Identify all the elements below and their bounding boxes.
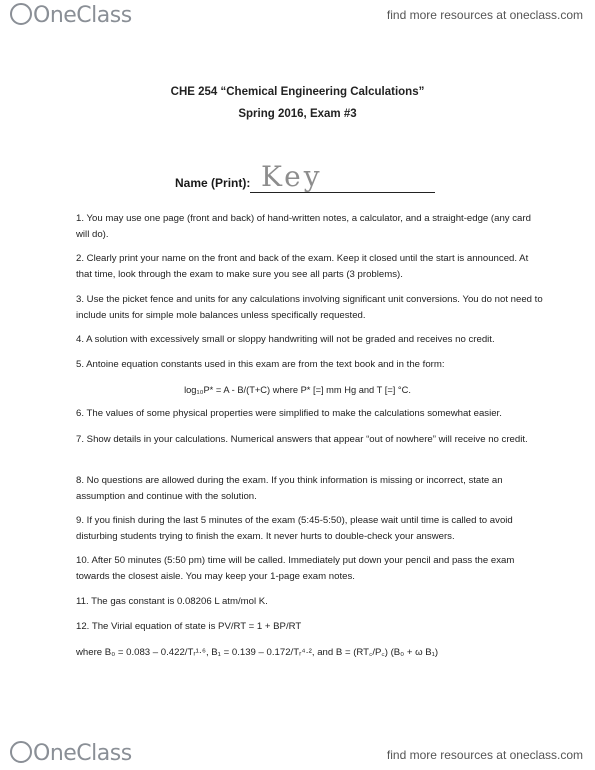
oneclass-logo[interactable] — [10, 3, 132, 28]
instruction-11: 11. The gas constant is 0.08206 L atm/mol K. — [76, 596, 268, 607]
instruction-8: 8. No questions are allowed during the exam. If you think information is missing or incorrect, state an assumption and continue with the solution. — [76, 475, 503, 502]
instruction-4: 4. A solution with excessively small or sloppy handwriting will not be graded and receives no credit. — [76, 334, 495, 345]
page-header — [0, 0, 595, 30]
footer-logo-circle-icon — [10, 741, 32, 763]
name-underline — [250, 192, 435, 193]
name-handwritten-value: Key — [261, 160, 323, 193]
instruction-5: 5. Antoine equation constants used in this exam are from the text book and in the form: — [76, 359, 445, 370]
footer-logo-text: OneClass — [33, 741, 132, 766]
exam-title: CHE 254 “Chemical Engineering Calculations” — [170, 86, 425, 98]
instruction-6: 6. The values of some physical properties were simplified to make the calculations somewhat easier. — [76, 408, 502, 419]
instruction-1: 1. You may use one page (front and back) of hand-written notes, a calculator, and a straight-edge (any card will do). — [76, 213, 531, 240]
virial-formula: where B₀ = 0.083 – 0.422/Tᵣ¹·⁶, B₁ = 0.139 – 0.172/Tᵣ⁴·², and B = (RT꜀/P꜀) (B₀ + ω B₁) — [76, 647, 439, 658]
instruction-7: 7. Show details in your calculations. Numerical answers that appear “out of nowhere” will receive no credit. — [76, 434, 528, 445]
instruction-2: 2. Clearly print your name on the front and back of the exam. Keep it closed until the start is announced. At that time, look through the exam to make sure you see all parts (3 problems). — [76, 253, 529, 280]
logo-circle-icon — [10, 3, 32, 25]
exam-subtitle: Spring 2016, Exam #3 — [238, 108, 357, 120]
instruction-9: 9. If you finish during the last 5 minutes of the exam (5:45-5:50), please wait until time is called to avoid disturbing students trying to finish the exam. It never hurts to double-check your answers. — [76, 515, 513, 542]
name-field — [175, 160, 535, 196]
antoine-formula: log₁₀P* = A - B/(T+C) where P* [=] mm Hg and T [=] °C. — [184, 385, 411, 395]
instruction-3: 3. Use the picket fence and units for any calculations involving significant unit conversions. You do not need to include units for simple mole balances unless specifically requested. — [76, 294, 543, 321]
footer-oneclass-logo[interactable] — [10, 741, 132, 766]
footer-resources-link[interactable]: find more resources at oneclass.com — [386, 748, 583, 762]
name-label: Name (Print): — [175, 176, 251, 190]
instruction-10: 10. After 50 minutes (5:50 pm) time will be called. Immediately put down your pencil and pass the exam towards the closest aisle. You may keep your 1-page exam notes. — [76, 555, 515, 582]
instruction-12: 12. The Virial equation of state is PV/RT = 1 + BP/RT — [76, 621, 302, 632]
logo-text: OneClass — [33, 3, 132, 28]
page-footer — [0, 738, 595, 768]
header-resources-link[interactable]: find more resources at oneclass.com — [386, 8, 583, 22]
